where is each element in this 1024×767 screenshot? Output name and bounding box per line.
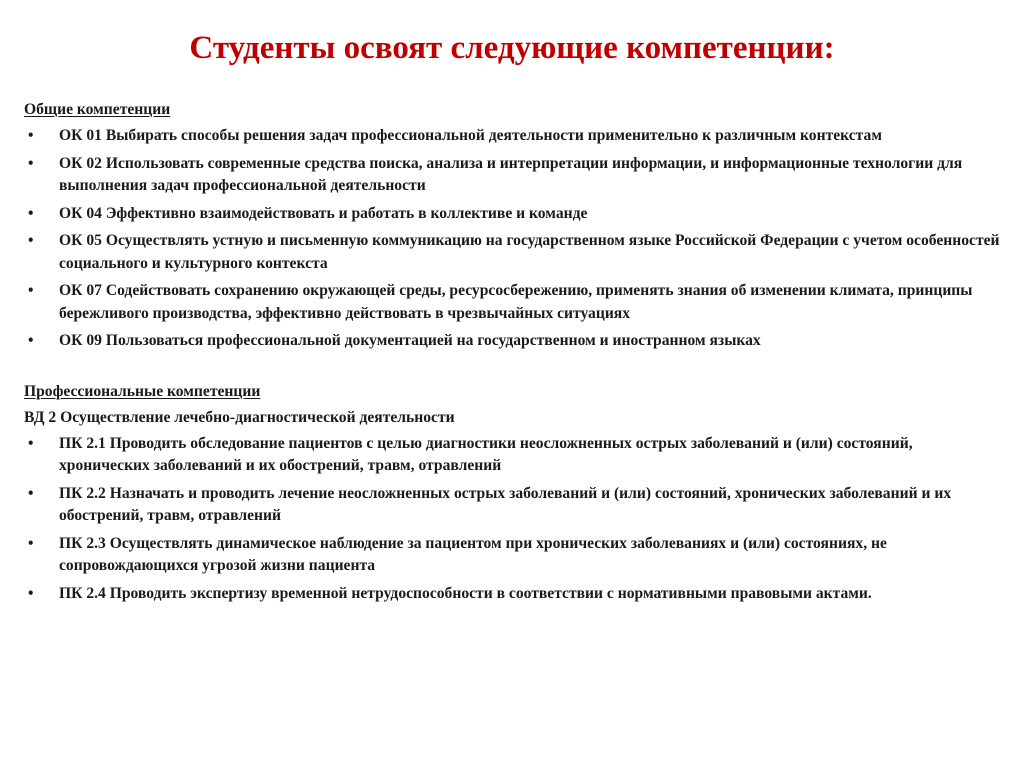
competency-text: ПК 2.1 Проводить обследование пациентов с целью диагностики неосложненных острых заболеваний и (или) состояний, хронических заболеваний и их обострений, травм, отравлений: [59, 434, 913, 474]
bullet-icon: •: [28, 232, 34, 249]
professional-competencies-heading: Профессиональные компетенции: [24, 382, 261, 400]
slide-title: Студенты освоят следующие компетенции:: [189, 30, 835, 66]
competency-text: ПК 2.4 Проводить экспертизу временной нетрудоспособности в соответствии с нормативными правовыми актами.: [59, 584, 872, 602]
bullet-icon: •: [28, 534, 34, 552]
competency-text: ПК 2.2 Назначать и проводить лечение неосложненных острых заболеваний и (или) состояний, хронических заболеваний и их обострений, травм, отравлений: [59, 484, 952, 524]
list-item: [24, 330, 1004, 353]
bullet-icon: •: [28, 154, 34, 172]
list-item: [24, 433, 1004, 478]
activity-type-line: ВД 2 Осуществление лечебно-диагностической деятельности: [24, 408, 455, 426]
bullet-icon: •: [28, 282, 34, 299]
competency-text: ОК 01 Выбирать способы решения задач профессиональной деятельности применительно к различным контекстам: [59, 127, 882, 144]
competency-text: ОК 09 Пользоваться профессиональной документацией на государственном и иностранном языках: [59, 332, 761, 349]
competency-text: ОК 02 Использовать современные средства поиска, анализа и интерпретации информации, и информационные технологии для выполнения задач профессиональной деятельности: [59, 154, 963, 194]
slide-content: [24, 99, 1004, 610]
list-item: [24, 280, 1004, 325]
professional-competencies-list: [24, 433, 1004, 606]
list-item: [24, 153, 1004, 198]
list-item: [24, 230, 1004, 275]
section-spacer: [24, 358, 1004, 381]
list-item: [24, 125, 1004, 148]
bullet-icon: •: [28, 204, 34, 222]
competency-text: ПК 2.3 Осуществлять динамическое наблюдение за пациентом при хронических заболеваниях и (или) состояниях, не сопровождающихся угрозой жизни пациента: [59, 534, 887, 574]
competency-text: ОК 07 Содействовать сохранению окружающей среды, ресурсосбережению, применять знания об изменении климата, принципы бережливого производства, эффективно действовать в чрезвычайных ситуациях: [59, 282, 973, 322]
list-item: [24, 533, 1004, 578]
bullet-icon: •: [28, 434, 34, 452]
bullet-icon: •: [28, 127, 34, 144]
general-competencies-list: [24, 125, 1004, 353]
bullet-icon: •: [28, 584, 34, 602]
general-competencies-heading: Общие компетенции: [24, 101, 171, 118]
bullet-icon: •: [28, 332, 34, 349]
list-item: [24, 483, 1004, 528]
bullet-icon: •: [28, 484, 34, 502]
competency-text: ОК 05 Осуществлять устную и письменную коммуникацию на государственном языке Российской Федерации с учетом особенностей социального и культурного контекста: [59, 232, 1000, 272]
competency-text: ОК 04 Эффективно взаимодействовать и работать в коллективе и команде: [59, 204, 588, 222]
list-item: [24, 203, 1004, 226]
list-item: [24, 583, 1004, 606]
